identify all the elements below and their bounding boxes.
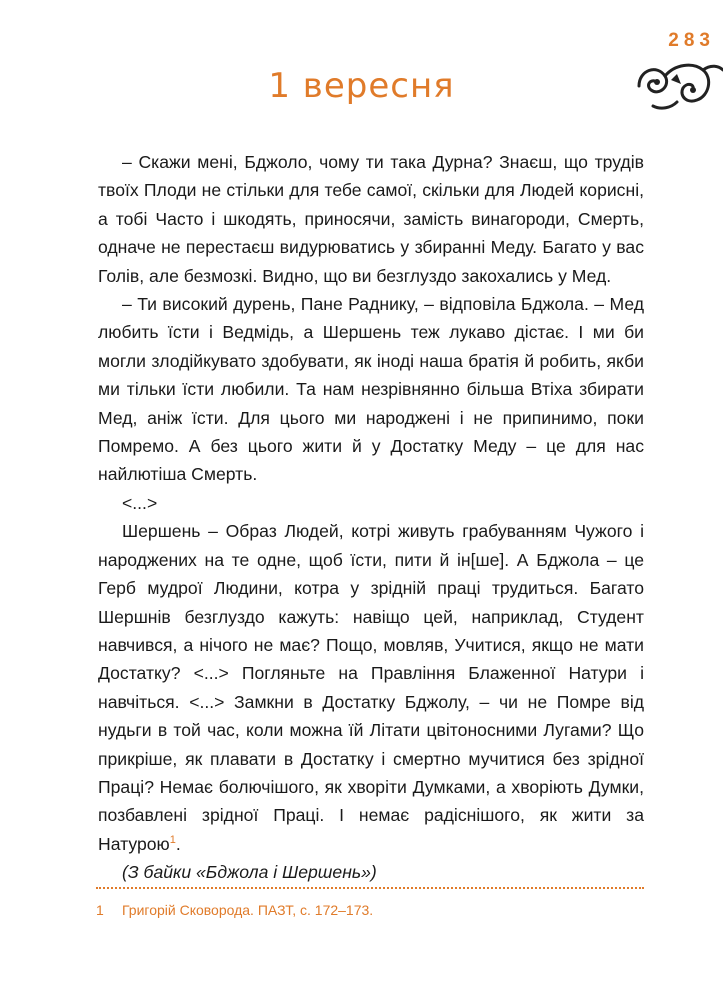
page-number: 283 (668, 30, 715, 51)
source-citation: (З байки «Бджола і Шершень») (122, 862, 377, 883)
footnote (96, 902, 644, 918)
footnote-text: Григорій Сковорода. ПАЗТ, с. 172–173. (122, 902, 374, 918)
body-text (98, 148, 644, 887)
ellipsis-marker: <...> (122, 492, 158, 513)
paragraph-with-footnote: Шершень – Образ Людей, котрі живуть грабуванням Чужого і народжених на те одне, щоб їсти, пити й ін[ше]. А Бджола – це Герб мудрої Людини, котра у зрідній праці трудиться. Багато Шершнів безглуздо кажуть: навіщо цей, наприклад, Студент навчився, а нічого не має? Пощо, мовляв, Учитися, якщо не мати Достатку? <...> Погляньте на Правління Блаженної Натури і навчіться. <...> Замкни в Достатку Бджолу, – чи не Помре від нудьги в той час, коли можна їй Літати цвітоносними Лугами? Що прикріше, як плавати в Достатку і смертно мучитися без зрідної Праці? Немає болючішого, як хворіти Думками, а хворіють Думки, позбавлені зрідної Праці. І немає радіснішого, як жити за Натурою$^1$. (98, 521, 644, 854)
footnote-reference[interactable]: 1 (169, 833, 176, 846)
footnote-number: 1 (96, 902, 104, 918)
paragraph: – Ти високий дурень, Пане Раднику, – відповіла Бджола. – Мед любить їсти і Ведмідь, а Шершень теж лукаво дістає. І ми би могли злодійкувато здобувати, як іноді наша братія й робить, якби ми тільки їсти любили. Та нам незрівнянно більша Втіха збирати Мед, аніж їсти. Для цього ми народжені і не припинимо, поки Помремо. А без цього жити й у Достатку Меду – це для нас найлютіша Смерть. (98, 294, 644, 485)
footnote-divider (96, 887, 644, 889)
paragraph: Шершень – Образ Людей, котрі живуть грабуванням Чужого і народжених на те одне, щоб їсти, пити й ін[ше]. А Бджола – це Герб мудрої Людини, котра у зрідній праці трудиться. Багато Шершнів безглуздо кажуть: навіщо цей, наприклад, Студент навчився, а нічого не має? Пощо, мовляв, Учитися, якщо не мати Достатку? <...> Погляньте на Правління Блаженної Натури і навчіться. <...> Замкни в Достатку Бджолу, – чи не Помре від нудьги в той час, коли можна їй Літати цвітоносними Лугами? Що прикріше, як плавати в Достатку і смертно мучитися без зрідної Праці? Немає болючішого, як хворіти Думками, а хворіють Думки, позбавлені зрідної Праці. І немає радіснішого, як жити за Натурою (98, 521, 644, 854)
page-title: 1 вересня (268, 66, 455, 106)
paragraph: – Скажи мені, Бджоло, чому ти така Дурна? Знаєш, що трудів твоїх Плоди не стільки для тебе самої, скільки для Людей корисні, а тобі Часто і шкодять, приносячи, замість винагороди, Смерть, одначе не перестаєш видурюватись у збиранні Меду. Багато у вас Голів, але безмозкі. Видно, що ви безглуздо закохались у Мед. (98, 152, 644, 286)
